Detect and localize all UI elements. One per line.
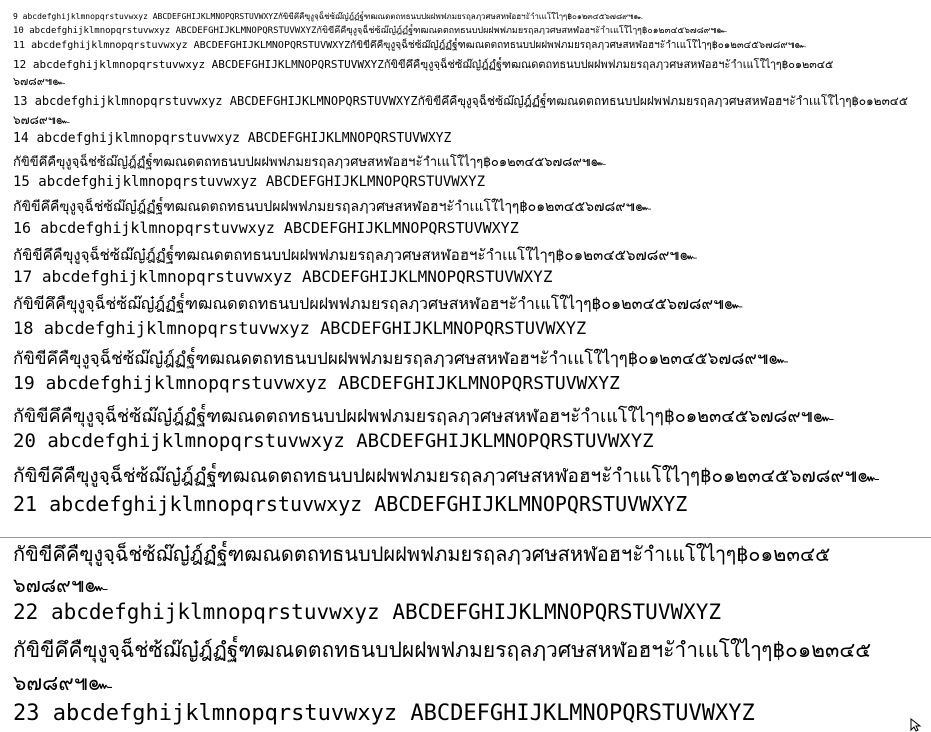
- thai-sample: กัขิขีคึคืฃุงูจฺฉ็ช่ซ้ฌ๊ญ๋ฎ์ฏํฐ๎ฑฒณดตถทธนบปผฝพฟภมยรฤลฦวศษสหฬอฮฯะัาำเแโใไๅๆ฿๐๑๒๓๔๕๖๗๘๙๚๛: [13, 465, 880, 487]
- size-22-line: [13, 600, 721, 624]
- size-label: 15: [13, 174, 30, 190]
- latin-sample: abcdefghijklmnopqrstuvwxyz ABCDEFGHIJKLMNOPQRSTUVWXYZ: [40, 219, 519, 237]
- size-9-line: [13, 10, 643, 23]
- size-12-wrap-line: [13, 72, 65, 90]
- size-17-thai-line: [13, 292, 743, 317]
- thai-sample: กัขิขีคึคืฃุงูจฺฉ็ช่ซ้ฌ๊ญ๋ฎ์ฏํฐ๎ฑฒณดตถทธนบปผฝพฟภมยรฤลฦวศษสหฬอฮฯะัาำเแโใไๅๆ฿๐๑๒๓๔๕๖๗๘๙๚๛: [13, 246, 697, 264]
- latin-sample: abcdefghijklmnopqrstuvwxyz ABCDEFGHIJKLMNOPQRSTUVWXYZ: [41, 267, 553, 286]
- latin-sample: abcdefghijklmnopqrstuvwxyz ABCDEFGHIJKLMNOPQRSTUVWXYZ: [43, 319, 587, 339]
- size-label: 17: [13, 267, 33, 286]
- size-label: 10: [13, 26, 24, 36]
- size-14-line: [13, 131, 451, 146]
- size-12-line: [13, 55, 833, 73]
- size-19-thai-line: [13, 401, 834, 430]
- thai-sample: กัขิขีคึคืฃุงูจฺฉ็ช่ซ้ฌ๊ญ๋ฎ์ฏํฐ๎ฑฒณดตถทธนบปผฝพฟภมยรฤลฦวศษสหฬอฮฯะัาำเแโใไๅๆ฿๐๑๒๓๔๕๖๗๘๙๚๛: [13, 406, 834, 427]
- size-20-thai-line: [13, 461, 879, 491]
- size-15-thai-line: [13, 196, 651, 218]
- size-label: 20: [13, 430, 36, 452]
- size-label: 11: [13, 40, 26, 51]
- size-21-line: [13, 492, 687, 516]
- size-label: 19: [13, 373, 35, 394]
- size-10-line: [13, 23, 727, 37]
- thai-sample-wrap: ๖๗๘๙๚๛: [13, 113, 70, 127]
- latin-sample: abcdefghijklmnopqrstuvwxyz ABCDEFGHIJKLMNOPQRSTUVWXYZ: [22, 12, 278, 21]
- latin-sample: abcdefghijklmnopqrstuvwxyz ABCDEFGHIJKLMNOPQRSTUVWXYZ: [50, 600, 722, 624]
- size-15-line: [13, 174, 485, 190]
- latin-sample: abcdefghijklmnopqrstuvwxyz ABCDEFGHIJKLMNOPQRSTUVWXYZ: [29, 26, 317, 36]
- thai-sample: กัขิขีคึคืฃุงูจฺฉ็ช่ซ้ฌ๊ญ๋ฎ์ฏํฐ๎ฑฒณดตถทธนบปผฝพฟภมยรฤลฦวศษสหฬอฮฯะัาำเแโใไๅๆ฿๐๑๒๓๔๕๖๗๘๙๚๛: [13, 294, 743, 313]
- thai-sample: กัขิขีคึคืฃุงูจฺฉ็ช่ซ้ฌ๊ญ๋ฎ์ฏํฐ๎ฑฒณดตถทธนบปผฝพฟภมยรฤลฦวศษสหฬอฮฯะัาำเแโใไๅๆ฿๐๑๒๓๔๕๖๗๘๙๚๛: [277, 12, 643, 21]
- size-21-thai-line: [13, 538, 830, 570]
- size-17-line: [13, 267, 552, 286]
- latin-sample: abcdefghijklmnopqrstuvwxyz ABCDEFGHIJKLMNOPQRSTUVWXYZ: [45, 373, 620, 394]
- size-22-wrap-line: [13, 667, 112, 700]
- thai-sample-wrap: ๖๗๘๙๚๛: [13, 573, 108, 597]
- size-label: 18: [13, 319, 34, 339]
- thai-sample: กัขิขีคึคืฃุงูจฺฉ็ช่ซ้ฌ๊ญ๋ฎ์ฏํฐ๎ฑฒณดตถทธนบปผฝพฟภมยรฤลฦวศษสหฬอฮฯะัาำเแโใไๅๆ฿๐๑๒๓๔๕: [13, 638, 872, 662]
- size-16-thai-line: [13, 243, 697, 267]
- size-14-thai-line: [13, 151, 606, 172]
- size-23-line: [13, 701, 755, 726]
- latin-sample: abcdefghijklmnopqrstuvwxyz ABCDEFGHIJKLMNOPQRSTUVWXYZ: [34, 94, 418, 108]
- thai-sample: กัขิขีคึคืฃุงูจฺฉ็ช่ซ้ฌ๊ญ๋ฎ์ฏํฐ๎ฑฒณดตถทธนบปผฝพฟภมยรฤลฦวศษสหฬอฮฯะัาำเแโใไๅๆ฿๐๑๒๓๔๕๖๗๘๙๚๛: [13, 349, 789, 369]
- thai-sample-wrap: ๖๗๘๙๚๛: [13, 75, 66, 88]
- size-label: 12: [13, 58, 27, 71]
- mouse-pointer-icon: [910, 718, 924, 732]
- size-label: 16: [13, 219, 32, 237]
- latin-sample: abcdefghijklmnopqrstuvwxyz ABCDEFGHIJKLMNOPQRSTUVWXYZ: [31, 40, 351, 51]
- size-label: 21: [13, 492, 38, 516]
- thai-sample: กัขิขีคึคืฃุงูจฺฉ็ช่ซ้ฌ๊ญ๋ฎ์ฏํฐ๎ฑฒณดตถทธนบปผฝพฟภมยรฤลฦวศษสหฬอฮฯะัาำเแโใไๅๆ฿๐๑๒๓๔๕: [383, 58, 834, 71]
- size-label: 23: [13, 701, 40, 726]
- latin-sample: abcdefghijklmnopqrstuvwxyz ABCDEFGHIJKLMNOPQRSTUVWXYZ: [36, 131, 452, 146]
- size-20-line: [13, 430, 654, 452]
- size-label: 13: [13, 94, 28, 108]
- thai-sample: กัขิขีคึคืฃุงูจฺฉ็ช่ซ้ฌ๊ญ๋ฎ์ฏํฐ๎ฑฒณดตถทธนบปผฝพฟภมยรฤลฦวศษสหฬอฮฯะัาำเแโใไๅๆ฿๐๑๒๓๔๕๖๗๘๙๚๛: [350, 40, 807, 51]
- latin-sample: abcdefghijklmnopqrstuvwxyz ABCDEFGHIJKLMNOPQRSTUVWXYZ: [49, 492, 688, 516]
- thai-sample: กัขิขีคึคืฃุงูจฺฉ็ช่ซ้ฌ๊ญ๋ฎ์ฏํฐ๎ฑฒณดตถทธนบปผฝพฟภมยรฤลฦวศษสหฬอฮฯะัาำเแโใไๅๆ฿๐๑๒๓๔๕: [417, 94, 908, 108]
- thai-sample: กัขิขีคึคืฃุงูจฺฉ็ช่ซ้ฌ๊ญ๋ฎ์ฏํฐ๎ฑฒณดตถทธนบปผฝพฟภมยรฤลฦวศษสหฬอฮฯะัาำเแโใไๅๆ฿๐๑๒๓๔๕๖๗๘๙๚๛: [316, 26, 727, 36]
- size-13-wrap-line: [13, 111, 70, 130]
- size-label: 22: [13, 600, 39, 624]
- size-16-line: [13, 219, 519, 237]
- size-18-thai-line: [13, 345, 788, 372]
- thai-sample-wrap: ๖๗๘๙๚๛: [13, 671, 113, 695]
- size-18-line: [13, 319, 586, 339]
- thai-sample: กัขิขีคึคืฃุงูจฺฉ็ช่ซ้ฌ๊ญ๋ฎ์ฏํฐ๎ฑฒณดตถทธนบปผฝพฟภมยรฤลฦวศษสหฬอฮฯะัาำเแโใไๅๆ฿๐๑๒๓๔๕๖๗๘๙๚๛: [13, 199, 652, 215]
- thai-sample: กัขิขีคึคืฃุงูจฺฉ็ช่ซ้ฌ๊ญ๋ฎ์ฏํฐ๎ฑฒณดตถทธนบปผฝพฟภมยรฤลฦวศษสหฬอฮฯะัาำเแโใไๅๆ฿๐๑๒๓๔๕๖๗๘๙๚๛: [13, 155, 606, 170]
- size-22-thai-line: [13, 634, 871, 667]
- latin-sample: abcdefghijklmnopqrstuvwxyz ABCDEFGHIJKLMNOPQRSTUVWXYZ: [32, 58, 384, 71]
- latin-sample: abcdefghijklmnopqrstuvwxyz ABCDEFGHIJKLMNOPQRSTUVWXYZ: [52, 701, 755, 726]
- size-label: 14: [13, 131, 29, 146]
- size-19-line: [13, 373, 620, 394]
- size-21-wrap-line: [13, 569, 108, 601]
- size-13-line: [13, 92, 908, 111]
- latin-sample: abcdefghijklmnopqrstuvwxyz ABCDEFGHIJKLMNOPQRSTUVWXYZ: [38, 174, 486, 190]
- size-label: 9: [13, 12, 18, 21]
- thai-sample: กัขิขีคึคืฃุงูจฺฉ็ช่ซ้ฌ๊ญ๋ฎ์ฏํฐ๎ฑฒณดตถทธนบปผฝพฟภมยรฤลฦวศษสหฬอฮฯะัาำเแโใไๅๆ฿๐๑๒๓๔๕: [13, 542, 831, 566]
- size-11-line: [13, 38, 806, 53]
- latin-sample: abcdefghijklmnopqrstuvwxyz ABCDEFGHIJKLMNOPQRSTUVWXYZ: [47, 430, 654, 452]
